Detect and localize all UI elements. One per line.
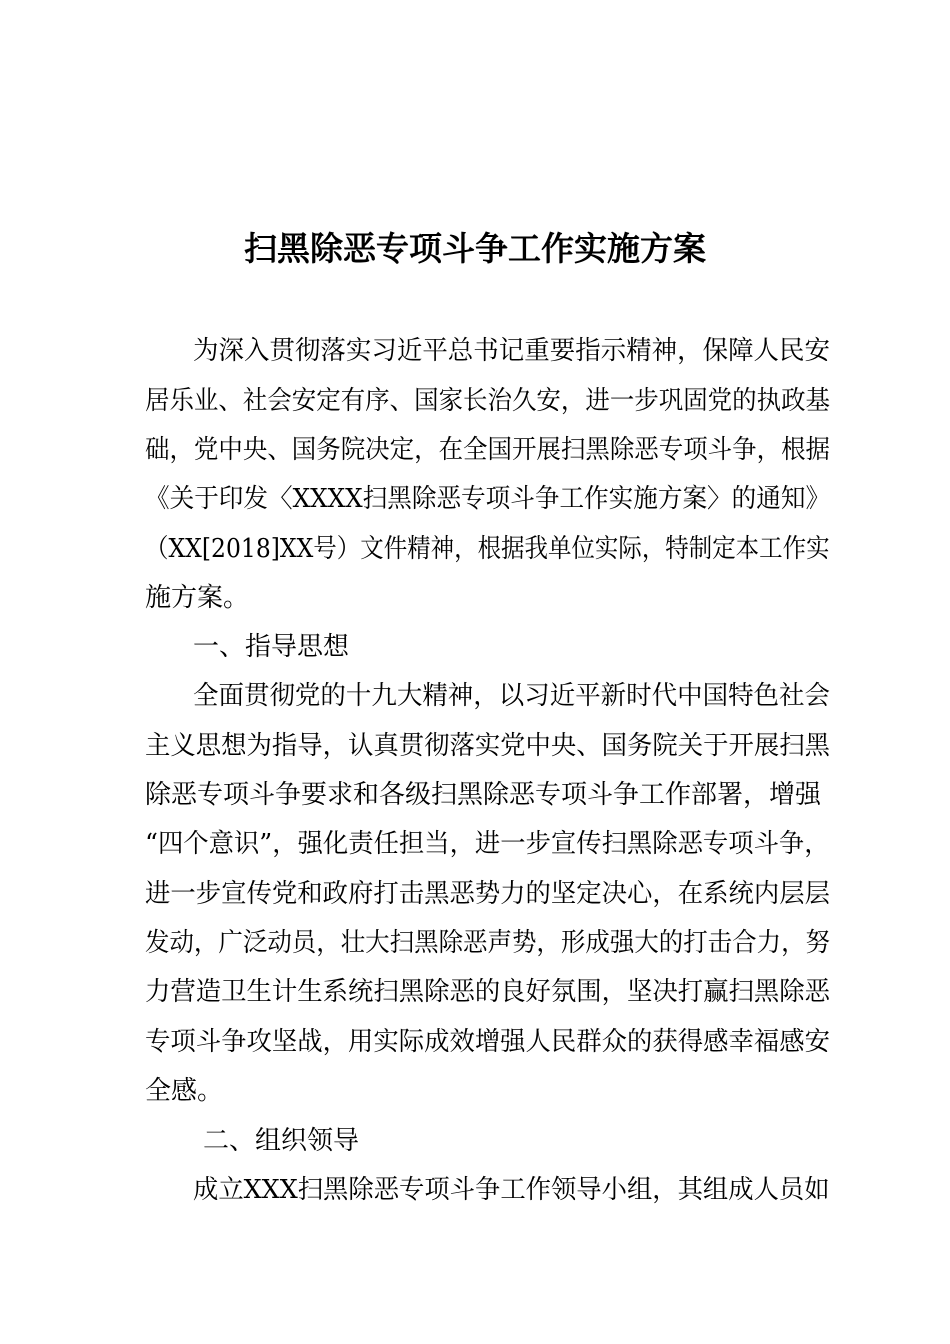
section-heading: 一、指导思想 — [193, 632, 350, 662]
paragraph-line: 《关于印发〈XXXX扫黑除恶专项斗争工作实施方案〉的通知》 — [145, 484, 831, 514]
paragraph-line: 发动，广泛动员，壮大扫黑除恶声势，形成强大的打击合力，努 — [145, 928, 831, 958]
paragraph-line: “四个意识”，强化责任担当，进一步宣传扫黑除恶专项斗争， — [145, 829, 830, 859]
paragraph-line: 为深入贯彻落实习近平总书记重要指示精神，保障人民安 — [193, 336, 831, 366]
paragraph-line: 除恶专项斗争要求和各级扫黑除恶专项斗争工作部署，增强 — [145, 780, 822, 810]
paragraph-line: 专项斗争攻坚战，用实际成效增强人民群众的获得感幸福感安 — [145, 1027, 831, 1057]
paragraph-line: 成立XXX扫黑除恶专项斗争工作领导小组，其组成人员如 — [193, 1175, 830, 1205]
paragraph-line: 进一步宣传党和政府打击黑恶势力的坚定决心，在系统内层层 — [145, 879, 831, 909]
paragraph-line: 力营造卫生计生系统扫黑除恶的良好氛围，坚决打赢扫黑除恶 — [145, 977, 831, 1007]
paragraph-line: 全感。 — [145, 1076, 224, 1106]
paragraph-line: 主义思想为指导，认真贯彻落实党中央、国务院关于开展扫黑 — [145, 731, 831, 761]
paragraph-line: 施方案。 — [145, 583, 250, 613]
section-heading: 二、组织领导 — [203, 1126, 360, 1156]
document-title: 扫黑除恶专项斗争工作实施方案 — [244, 229, 706, 268]
paragraph-line: 全面贯彻党的十九大精神，以习近平新时代中国特色社会 — [193, 681, 831, 711]
paragraph-line: （XX[2018]XX号）文件精神，根据我单位实际，特制定本工作实 — [145, 534, 830, 564]
paragraph-line: 居乐业、社会安定有序、国家长治久安，进一步巩固党的执政基 — [145, 386, 831, 416]
paragraph-line: 础，党中央、国务院决定，在全国开展扫黑除恶专项斗争，根据 — [145, 435, 831, 465]
